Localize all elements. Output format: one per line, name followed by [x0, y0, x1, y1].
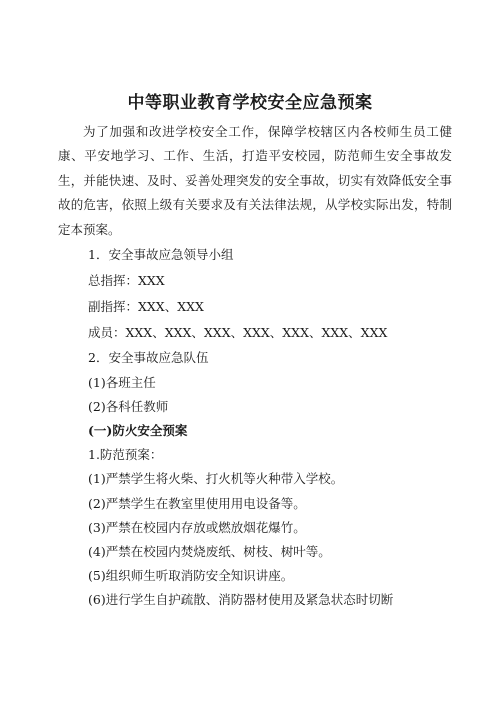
list-item: (5)组织师生听取消防安全知识讲座。	[88, 568, 294, 583]
deputy-commander-line: 副指挥：XXX、XXX	[88, 299, 204, 314]
subsection-heading-fire-safety: (一)防火安全预案	[88, 423, 188, 438]
intro-paragraph: 为了加强和改进学校安全工作，保障学校辖区内各校师生员工健康、平安地学习、工作、生活，打造平安校园，防范师生安全事故发生，并能快速、及时、妥善处理突发的安全事故，切实有效降低安全事故的危害，依照上级有关要求及有关法律法规，从学校实际出发，特制定本预案。	[58, 124, 452, 237]
prevention-heading: 1.防范预案：	[88, 447, 163, 462]
members-line: 成员：XXX、XXX、XXX、XXX、XXX、XXX、XXX	[88, 325, 388, 340]
list-item: (1)各班主任	[88, 375, 156, 390]
list-item: (4)严禁在校园内焚烧废纸、树枝、树叶等。	[88, 544, 331, 559]
commander-line: 总指挥：XXX	[88, 273, 165, 288]
list-item: (2)各科任教师	[88, 399, 169, 414]
list-item: (3)严禁在校园内存放或燃放烟花爆竹。	[88, 520, 306, 535]
section-heading-leadership-group: 1．安全事故应急领导小组	[88, 247, 234, 262]
section-heading-emergency-team: 2．安全事故应急队伍	[88, 350, 209, 365]
list-item: (2)严禁学生在教室里使用用电设备等。	[88, 496, 306, 511]
list-item: (1)严禁学生将火柴、打火机等火种带入学校。	[88, 471, 344, 486]
document-title: 中等职业教育学校安全应急预案	[127, 93, 373, 113]
list-item: (6)进行学生自护疏散、消防器材使用及紧急状态时切断	[88, 592, 394, 607]
